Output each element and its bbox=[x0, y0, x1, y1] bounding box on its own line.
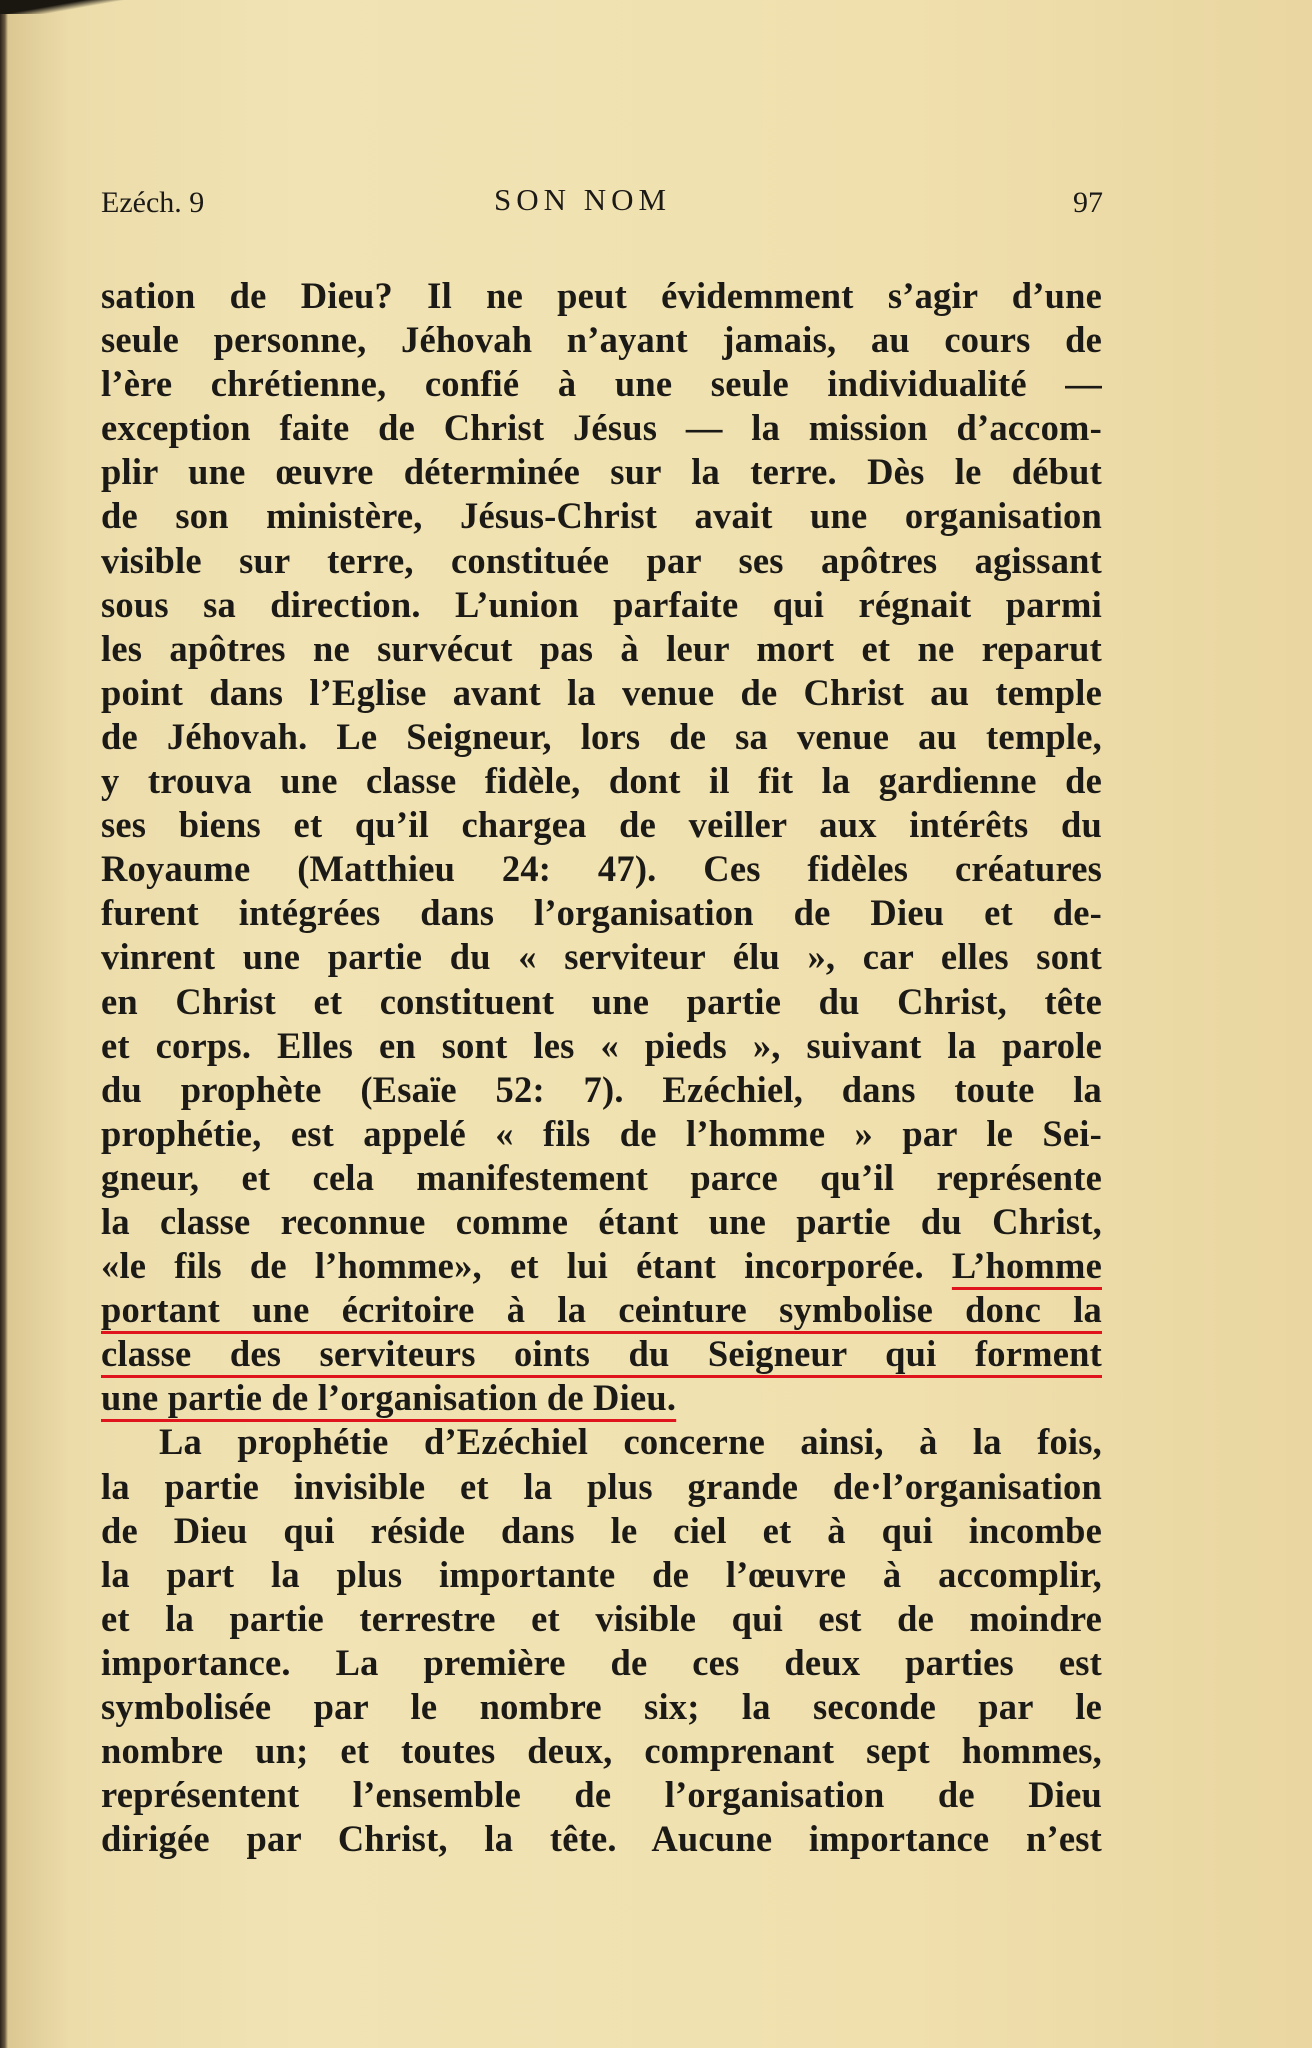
highlighted-line bbox=[101, 1332, 1102, 1376]
text-line: La prophétie d’Ezéchiel concerne ainsi, à la fois, bbox=[159, 1421, 1102, 1463]
text-line: et la partie terrestre et visible qui est de moindre bbox=[101, 1597, 1102, 1639]
text-line: visible sur terre, constituée par ses apôtres agissant bbox=[101, 539, 1102, 581]
page-corner-shadow bbox=[0, 0, 130, 14]
text-line: nombre un; et toutes deux, comprenant sept hommes, bbox=[101, 1730, 1102, 1772]
text-line: la classe reconnue comme étant une partie du Christ, bbox=[101, 1200, 1102, 1242]
text-line: symbolisée par le nombre six; la seconde par le bbox=[101, 1686, 1102, 1727]
paragraph-2 bbox=[101, 1420, 1102, 1861]
text-line: y trouva une classe fidèle, dont il fit la gardienne de bbox=[101, 760, 1102, 802]
text-line: représentent l’ensemble de l’organisation de Dieu bbox=[101, 1774, 1102, 1816]
page-number: 97 bbox=[1073, 186, 1103, 219]
text-line: sation de Dieu? Il ne peut évidemment s’agir d’une bbox=[101, 275, 1102, 316]
text-line: de Dieu qui réside dans le ciel et à qui incombe bbox=[101, 1509, 1102, 1551]
paragraph-1 bbox=[101, 274, 1102, 1420]
book-spine-shadow bbox=[0, 0, 8, 2048]
text-line: la partie invisible et la plus grande de·l’organisation bbox=[101, 1465, 1102, 1507]
text-line: l’ère chrétienne, confié à une seule individualité — bbox=[101, 363, 1102, 405]
text-line: prophétie, est appelé « fils de l’homme » par le Sei- bbox=[101, 1112, 1102, 1154]
text-line: gneur, et cela manifestement parce qu’il représente bbox=[101, 1156, 1102, 1198]
text-line: du prophète (Esaïe 52: 7). Ezéchiel, dans toute la bbox=[101, 1068, 1102, 1110]
text-line: de son ministère, Jésus-Christ avait une organisation bbox=[101, 495, 1102, 537]
text-line: en Christ et constituent une partie du Christ, tête bbox=[101, 980, 1102, 1022]
highlighted-text: une partie de l’organisation de Dieu. bbox=[101, 1377, 677, 1419]
text-line: la part la plus importante de l’œuvre à accomplir, bbox=[101, 1553, 1102, 1595]
text-line-mixed bbox=[101, 1244, 1102, 1288]
text-line: furent intégrées dans l’organisation de Dieu et de- bbox=[101, 892, 1102, 934]
text-line: plir une œuvre déterminée sur la terre. Dès le début bbox=[101, 451, 1102, 493]
highlighted-line bbox=[101, 1376, 1102, 1420]
text-line: dirigée par Christ, la tête. Aucune importance n’est bbox=[101, 1818, 1102, 1860]
text-line: importance. La première de ces deux parties est bbox=[101, 1641, 1102, 1683]
highlighted-text: portant une écritoire à la ceinture symbolise donc la bbox=[101, 1289, 1102, 1331]
text-line: seule personne, Jéhovah n’ayant jamais, au cours de bbox=[101, 319, 1102, 361]
text-line: ses biens et qu’il chargea de veiller aux intérêts du bbox=[101, 804, 1102, 846]
running-head bbox=[101, 182, 1103, 226]
highlighted-line bbox=[101, 1288, 1102, 1332]
book-section-title: SON NOM bbox=[494, 182, 672, 217]
text-line: Royaume (Matthieu 24: 47). Ces fidèles créatures bbox=[101, 848, 1102, 890]
text-line: vinrent une partie du « serviteur élu », car elles sont bbox=[101, 936, 1102, 978]
text-line: de Jéhovah. Le Seigneur, lors de sa venue au temple, bbox=[101, 715, 1102, 757]
text-line: les apôtres ne survécut pas à leur mort et ne reparut bbox=[101, 627, 1102, 669]
highlighted-text: L’homme bbox=[951, 1245, 1102, 1287]
body-text bbox=[101, 274, 1102, 1861]
text-line: et corps. Elles en sont les « pieds », suivant la parole bbox=[101, 1024, 1102, 1066]
text-line: exception faite de Christ Jésus — la mission d’accom- bbox=[101, 407, 1102, 449]
highlighted-text: classe des serviteurs oints du Seigneur qui forment bbox=[101, 1333, 1102, 1375]
chapter-reference: Ezéch. 9 bbox=[101, 186, 205, 219]
text-line: sous sa direction. L’union parfaite qui régnait parmi bbox=[101, 583, 1102, 625]
text-line: point dans l’Eglise avant la venue de Christ au temple bbox=[101, 671, 1102, 713]
plain-text: «le fils de l’homme», et lui étant incorporée. bbox=[101, 1245, 952, 1287]
